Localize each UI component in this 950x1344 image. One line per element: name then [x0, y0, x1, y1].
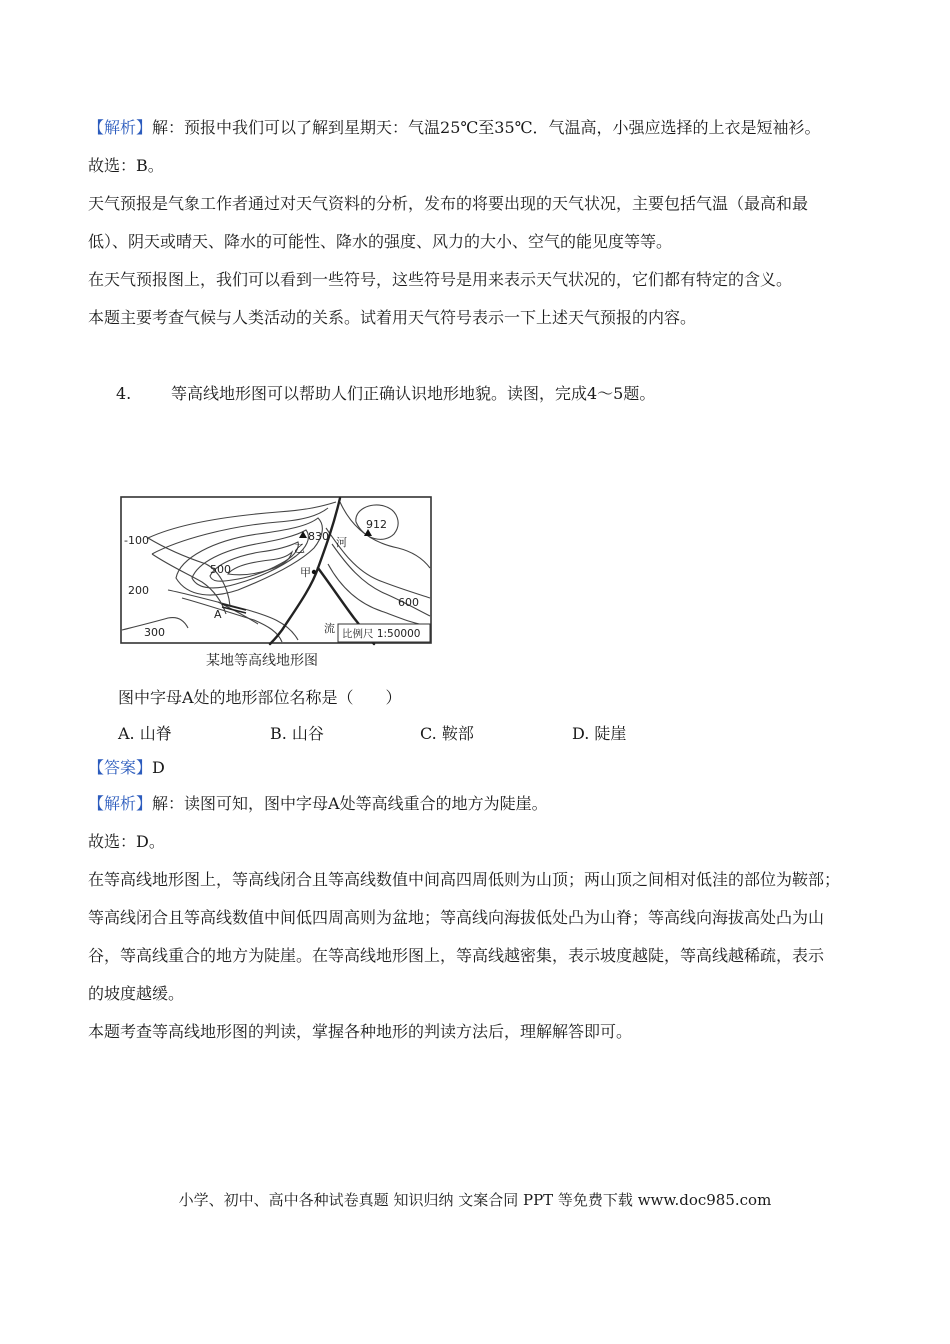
- sub-question: 图中字母A处的地形部位名称是（ ）: [118, 688, 402, 707]
- answer-tag: 【答案】: [88, 758, 153, 777]
- peak-label-912: 912: [366, 518, 387, 531]
- option-a: A. 山脊: [118, 724, 172, 743]
- scale-label: 比例尺 1:50000: [342, 628, 421, 640]
- contour-map: [118, 494, 434, 646]
- analysis-1-para1-line2: 低）、阴天或晴天、降水的可能性、降水的强度、风力的大小、空气的能见度等等。: [88, 232, 673, 251]
- peak-label-830: 830: [308, 530, 329, 543]
- contour-label-500: 500: [210, 563, 231, 576]
- analysis-1-para1-line1: 天气预报是气象工作者通过对天气资料的分析，发布的将要出现的天气状况，主要包括气温（最高和最: [88, 194, 809, 213]
- contour-label-200: 200: [128, 584, 149, 597]
- analysis-2-para1-line4: 的坡度越缓。: [88, 984, 185, 1003]
- contour-label-600: 600: [398, 596, 419, 609]
- place-label-yi: 乙: [294, 542, 305, 555]
- analysis-2-para1-line1: 在等高线地形图上，等高线闭合且等高线数值中间高四周低则为山顶；两山顶之间相对低洼的部位为鞍部；: [88, 870, 841, 889]
- analysis-2-para1-line2: 等高线闭合且等高线数值中间低四周高则为盆地；等高线向海拔低处凸为山脊；等高线向海拔高处凸为山: [88, 908, 825, 927]
- place-label-jia: 甲: [300, 566, 311, 579]
- option-c: C. 鞍部: [420, 724, 474, 743]
- point-jia-marker: [312, 570, 316, 574]
- answer-value: D: [152, 758, 165, 777]
- river-label-bottom: 流: [324, 622, 335, 635]
- option-d: D. 陡崖: [572, 724, 627, 743]
- analysis-2-choice: 故选：D。: [88, 832, 165, 851]
- analysis-1-line: [88, 118, 821, 138]
- river-label-top: 河: [336, 536, 347, 549]
- analysis-text: 解：预报中我们可以了解到星期天：气温25℃至35℃．气温高，小强应选择的上衣是短袖衫。: [152, 118, 821, 137]
- analysis-tag: 【解析】: [88, 118, 153, 137]
- analysis-2-para1-line3: 谷，等高线重合的地方为陡崖。在等高线地形图上，等高线越密集，表示坡度越陡，等高线越稀疏，表示: [88, 946, 825, 965]
- analysis-2-line: [88, 794, 548, 814]
- analysis-1-choice: 故选：B。: [88, 156, 164, 175]
- map-caption: 某地等高线地形图: [206, 653, 318, 669]
- contour-label-100: -100: [124, 534, 149, 547]
- page-footer: 小学、初中、高中各种试卷真题 知识归纳 文案合同 PPT 等免费下载 www.doc985.com: [178, 1191, 772, 1209]
- question-number: 4.: [116, 384, 132, 403]
- analysis-text: 解：读图可知，图中字母A处等高线重合的地方为陡崖。: [152, 794, 548, 813]
- analysis-2-para2: 本题考查等高线地形图的判读，掌握各种地形的判读方法后，理解解答即可。: [88, 1022, 633, 1041]
- option-b: B. 山谷: [270, 724, 324, 743]
- analysis-tag: 【解析】: [88, 794, 153, 813]
- analysis-1-para3: 本题主要考查气候与人类活动的关系。试着用天气符号表示一下上述天气预报的内容。: [88, 308, 697, 327]
- point-label-a: A: [214, 608, 222, 621]
- question-text: 等高线地形图可以帮助人们正确认识地形地貌。读图，完成4～5题。: [171, 384, 656, 403]
- answer-line: [88, 758, 165, 778]
- analysis-1-para2: 在天气预报图上，我们可以看到一些符号，这些符号是用来表示天气状况的，它们都有特定的含义。: [88, 270, 793, 289]
- contour-label-300: 300: [144, 626, 165, 639]
